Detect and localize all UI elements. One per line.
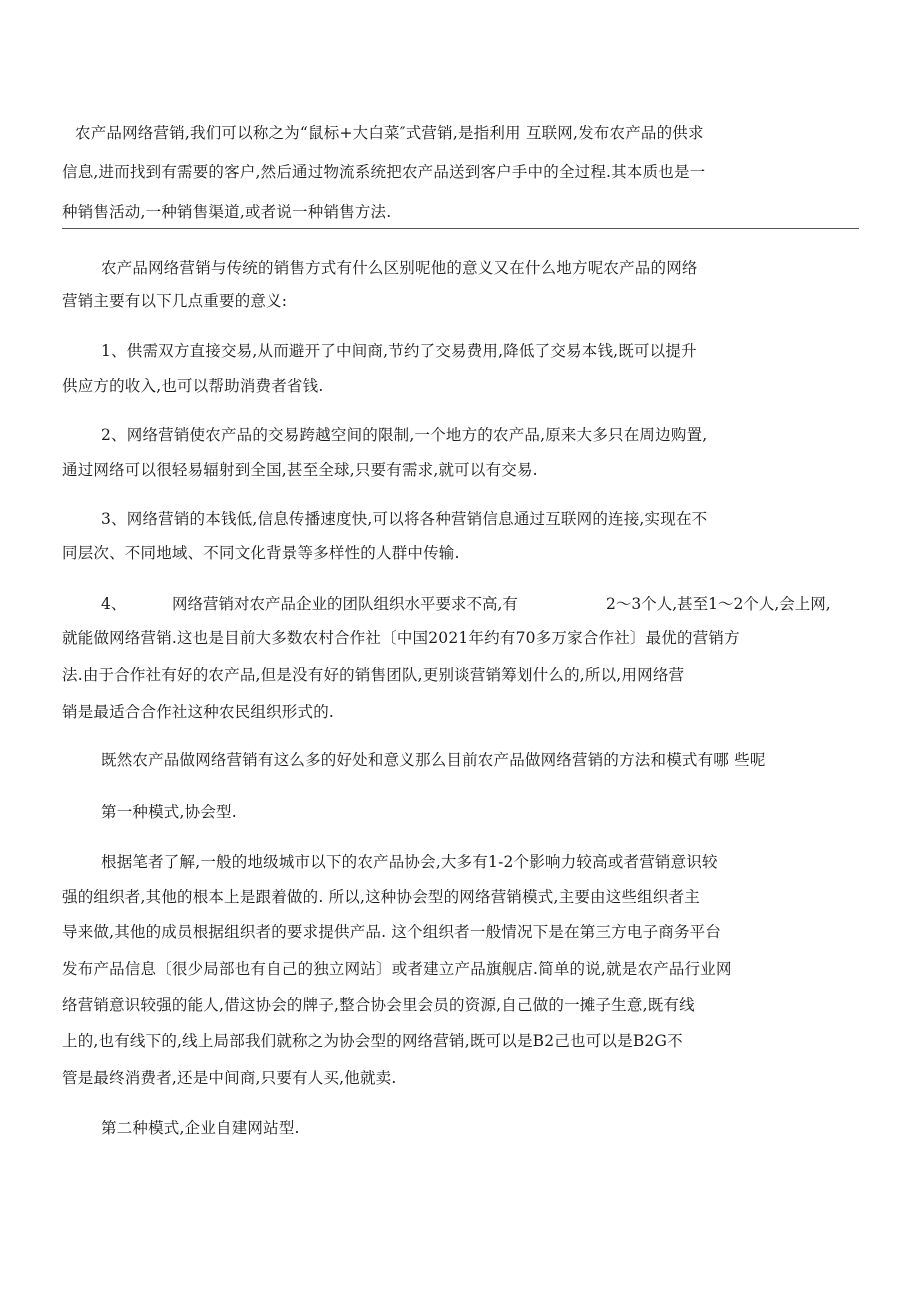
transition-line: 既然农产品做网络营销有这么多的好处和意义那么目前农产品做网络营销的方法和模式有哪 些呢 <box>101 751 766 769</box>
point4-second-part: 2〜3个人,甚至1〜2个人,会上网, <box>606 595 831 613</box>
horizontal-divider <box>62 228 859 229</box>
mode1-line-1: 根据笔者了解,一般的地级城市以下的农产品协会,大多有1-2个影响力较高或者营销意识较 <box>101 853 718 871</box>
point4-line-2: 就能做网络营销.这也是目前大多数农村合作社〔中国2021年约有70多万家合作社〕最优的营销方 <box>62 629 740 647</box>
point2-line-1: 2、网络营销使农产品的交易跨越空间的限制,一个地方的农产品,原来大多只在周边购置, <box>101 426 708 444</box>
point4-line-3: 法.由于合作社有好的农产品,但是没有好的销售团队,更别谈营销筹划什么的,所以,用网络营 <box>62 666 685 684</box>
mode1-title: 第一种模式,协会型. <box>101 803 237 821</box>
question-line-2: 营销主要有以下几点重要的意义: <box>62 292 288 310</box>
mode1-line-2: 强的组织者,其他的根本上是跟着做的. 所以,这种协会型的网络营销模式,主要由这些组织者主 <box>62 888 700 906</box>
mode1-line-6: 上的,也有线下的,线上局部我们就称之为协会型的网络营销,既可以是B2己也可以是B2G不 <box>62 1032 683 1050</box>
mode1-line-4: 发布产品信息〔很少局部也有自己的独立网站〕或者建立产品旗舰店.简单的说,就是农产品行业网 <box>62 960 732 978</box>
point3-line-1: 3、网络营销的本钱低,信息传播速度快,可以将各种营销信息通过互联网的连接,实现在不 <box>101 510 708 528</box>
mode1-line-7: 管是最终消费者,还是中间商,只要有人买,他就卖. <box>62 1069 397 1087</box>
question-line-1: 农产品网络营销与传统的销售方式有什么区别呢他的意义又在什么地方呢农产品的网络 <box>101 259 698 277</box>
mode1-line-3: 导来做,其他的成员根据组织者的要求提供产品. 这个组织者一般情况下是在第三方电子商务平台 <box>62 923 722 941</box>
point4-first-part: 网络营销对农产品企业的团队组织水平要求不高,有 <box>172 595 518 613</box>
point1-line-2: 供应方的收入,也可以帮助消费者省钱. <box>62 377 324 395</box>
mode2-title: 第二种模式,企业自建网站型. <box>101 1119 300 1137</box>
intro-line-1: 农产品网络营销,我们可以称之为“鼠标+大白菜″式营销,是指利用 互联网,发布农产品的供求 <box>75 124 704 142</box>
point3-line-2: 同层次、不同地域、不同文化背景等多样性的人群中传输. <box>62 544 460 562</box>
point4-number: 4、 <box>101 595 127 613</box>
point1-line-1: 1、供需双方直接交易,从而避开了中间商,节约了交易费用,降低了交易本钱,既可以提升 <box>101 342 697 360</box>
point2-line-2: 通过网络可以很轻易辐射到全国,甚至全球,只要有需求,就可以有交易. <box>62 461 538 479</box>
point4-line-4: 销是最适合合作社这种农民组织形式的. <box>62 703 335 721</box>
mode1-line-5: 络营销意识较强的能人,借这协会的牌子,整合协会里会员的资源,自己做的一摊子生意,既有线 <box>62 996 695 1014</box>
intro-line-3: 种销售活动,一种销售渠道,或者说一种销售方法. <box>62 203 392 221</box>
intro-line-2: 信息,进而找到有需要的客户,然后通过物流系统把农产品送到客户手中的全过程.其本质也是一 <box>62 163 706 181</box>
